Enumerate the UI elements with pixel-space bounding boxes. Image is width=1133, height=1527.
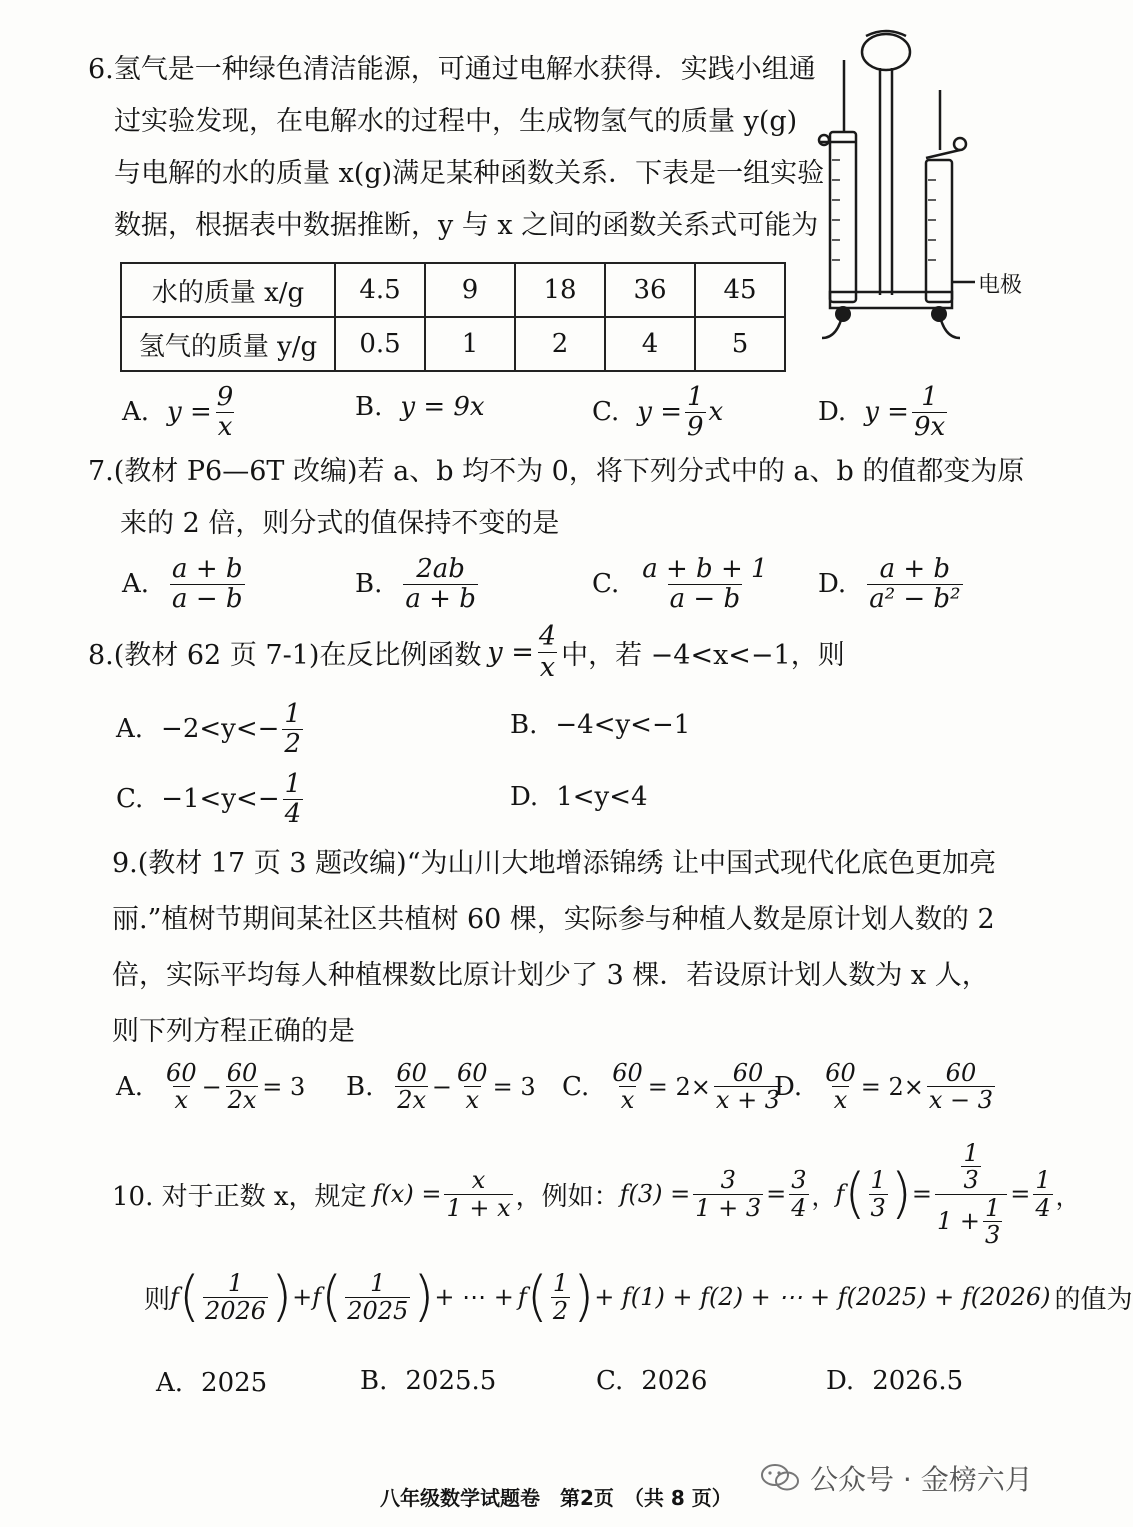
ellipsis-sum: + ⋯ +: [434, 1283, 514, 1311]
f-label: f: [170, 1283, 179, 1311]
fraction: [983, 1195, 1002, 1249]
option-value: 2025.5: [405, 1366, 497, 1396]
denominator: x: [539, 651, 556, 683]
option-label: A.: [116, 1071, 144, 1102]
question-9: [112, 836, 996, 1060]
option-label: C.: [592, 397, 620, 428]
q10-option-d[interactable]: [826, 1366, 963, 1396]
denominator: 2x: [397, 1086, 427, 1115]
option-rhs: = 3: [262, 1072, 306, 1101]
option-label: D.: [826, 1366, 855, 1396]
fraction: [640, 555, 769, 613]
sum-tail: + f(1) + f(2) + ⋯ + f(2025) + f(2026): [594, 1283, 1051, 1311]
denominator: x: [217, 411, 233, 442]
operator: = 2×: [647, 1072, 711, 1101]
fraction: [455, 1060, 490, 1114]
q7-option-d[interactable]: [818, 555, 966, 613]
numerator: 1: [963, 1139, 979, 1167]
numerator: 2ab: [416, 554, 465, 584]
denominator: 1 + x: [446, 1193, 511, 1222]
fraction: [170, 555, 244, 613]
numerator: 3: [720, 1166, 736, 1195]
comma: ，: [1055, 1182, 1080, 1211]
numerator: 3: [791, 1166, 807, 1195]
table-cell: 4.5: [335, 263, 425, 317]
option-inequality: −2<y<−: [161, 714, 280, 745]
option-label: C.: [592, 569, 620, 600]
option-value: 2025: [201, 1368, 268, 1398]
q9-option-c[interactable]: [562, 1060, 785, 1114]
q6-option-d[interactable]: [818, 383, 950, 441]
denominator: x: [174, 1086, 189, 1115]
option-label: D.: [818, 569, 847, 600]
question-10-line-2: [144, 1265, 1133, 1328]
numerator: 1: [370, 1269, 386, 1298]
option-inequality: −4<y<−1: [555, 710, 691, 740]
table-cell: 45: [695, 263, 785, 317]
denominator: 9: [686, 411, 704, 442]
denominator: 3: [870, 1193, 886, 1222]
q7-option-c[interactable]: [592, 555, 773, 613]
table-cell: 5: [695, 317, 785, 371]
table-cell: 18: [515, 263, 605, 317]
table-row: [121, 317, 785, 371]
fraction: [961, 1140, 980, 1194]
option-label: B.: [355, 392, 383, 422]
numerator: 1: [552, 1269, 569, 1298]
option-inequality: −1<y<−: [161, 784, 280, 815]
numerator: 60: [457, 1059, 488, 1087]
question-10-lead: 10. 对于正数 x，规定: [112, 1181, 367, 1212]
right-paren-icon: ): [890, 1162, 912, 1226]
option-label: B.: [346, 1071, 374, 1102]
fraction: [283, 770, 304, 828]
wechat-watermark: [760, 1458, 1033, 1498]
option-inequality: 1<y<4: [556, 782, 648, 812]
option-lhs: y =: [864, 397, 909, 428]
option-rhs: = 3: [492, 1072, 536, 1101]
question-9-line-3: 倍，实际平均每人种植棵数比原计划少了 3 棵．若设原计划人数为 x 人，: [112, 960, 989, 991]
denominator: 2x: [227, 1086, 257, 1115]
numerator: 4: [538, 621, 557, 652]
option-label: B.: [355, 569, 383, 600]
question-8-function: y =: [487, 636, 534, 668]
left-paren-icon: (: [178, 1265, 200, 1328]
q8-option-a[interactable]: [116, 700, 306, 758]
denominator: 2: [284, 728, 301, 759]
denominator: x: [833, 1086, 848, 1115]
denominator: 4: [1035, 1193, 1051, 1222]
denominator: 2026: [204, 1296, 267, 1325]
option-expression: y = 9x: [400, 392, 485, 422]
numerator: a + b + 1: [642, 554, 768, 584]
fraction: [164, 1060, 199, 1114]
fraction: [789, 1167, 808, 1221]
denominator: x − 3: [928, 1086, 994, 1115]
watermark-text: 公众号 · 金榜六月: [810, 1463, 1033, 1496]
numerator: 60: [825, 1059, 856, 1087]
question-7: [88, 446, 1024, 550]
question-7-line-2: 来的 2 倍，则分式的值保持不变的是: [120, 508, 560, 539]
fraction: [403, 555, 477, 613]
operator: = 2×: [860, 1072, 924, 1101]
q9-option-a[interactable]: [116, 1060, 305, 1114]
line2-prefix: 则: [144, 1284, 171, 1315]
fraction: [282, 700, 303, 758]
option-label: C.: [562, 1071, 590, 1102]
denominator: 2: [552, 1296, 569, 1325]
fraction: [551, 1270, 570, 1324]
denominator: 1 + 3: [695, 1193, 762, 1222]
table-cell: 36: [605, 263, 695, 317]
question-7-line-1: 7.(教材 P6—6T 改编)若 a、b 均不为 0，将下列分式中的 a、b 的值都变为原: [88, 456, 1025, 487]
numerator: 60: [226, 1059, 258, 1087]
denominator: a + b: [405, 583, 476, 614]
q7-option-a[interactable]: [122, 555, 248, 613]
water-hydrogen-table: [120, 262, 786, 372]
f-one-third: f: [835, 1180, 845, 1209]
denominator: x: [465, 1086, 480, 1115]
equals-sign: =: [911, 1180, 932, 1209]
question-9-line-4: 则下列方程正确的是: [112, 1016, 355, 1047]
numerator: 1: [985, 1193, 1001, 1222]
question-9-line-2: 丽.”植树节期间某社区共植树 60 棵，实际参与种植人数是原计划人数的 2: [112, 904, 995, 935]
f3-expression: f(3) =: [619, 1180, 691, 1209]
numerator: 1: [870, 1166, 886, 1195]
numerator: [956, 1140, 985, 1194]
q6-option-a[interactable]: [122, 383, 238, 441]
question-6-line-1: 6.氢气是一种绿色清洁能源，可通过电解水获得．实践小组通: [88, 54, 816, 85]
numerator: a + b: [172, 554, 243, 584]
option-label: D.: [774, 1071, 803, 1102]
fraction: [823, 1060, 858, 1114]
option-value: 2026: [641, 1366, 708, 1396]
option-label: A.: [156, 1368, 184, 1398]
table-cell: 9: [425, 263, 515, 317]
table-cell: 2: [515, 317, 605, 371]
denominator: 9x: [913, 411, 946, 442]
denominator-prefix: 1 +: [936, 1207, 980, 1236]
q10-option-c[interactable]: [596, 1366, 707, 1396]
electrolysis-apparatus-figure: [810, 20, 1040, 350]
left-paren-icon: (: [844, 1162, 866, 1226]
question-6: [88, 44, 824, 252]
left-paren-icon: (: [321, 1265, 343, 1328]
equals-sign: =: [1010, 1180, 1031, 1209]
q6-option-b[interactable]: [355, 392, 485, 422]
function-definition: f(x) =: [372, 1180, 442, 1209]
f-label: f: [517, 1283, 527, 1311]
question-10-line-1: [112, 1140, 1080, 1249]
q9-option-d[interactable]: [774, 1060, 998, 1114]
plus-sign: +: [292, 1283, 313, 1311]
fraction: [215, 383, 236, 441]
q8-option-d[interactable]: [510, 782, 648, 812]
numerator: x: [471, 1166, 486, 1195]
q9-option-b[interactable]: [346, 1060, 536, 1114]
table-row-label: 水的质量 x/g: [121, 263, 335, 317]
fraction: [537, 622, 558, 682]
f-label: f: [312, 1283, 322, 1311]
denominator: 3: [985, 1221, 1001, 1250]
left-electrode-icon: [835, 306, 851, 322]
option-lhs: y =: [167, 397, 212, 428]
left-paren-icon: (: [526, 1265, 548, 1328]
numerator: 1: [686, 382, 704, 412]
question-8-prefix: 8.(教材 62 页 7-1)在反比例函数: [88, 639, 482, 671]
fraction: [927, 1060, 995, 1114]
numerator: 60: [612, 1059, 643, 1087]
option-label: A.: [116, 714, 144, 745]
q6-option-c[interactable]: [592, 383, 723, 441]
numerator: 60: [732, 1059, 764, 1087]
table-cell: 1: [425, 317, 515, 371]
q7-option-b[interactable]: [355, 555, 481, 613]
question-9-line-1: 9.(教材 17 页 3 题改编)“为山川大地增添锦绣 让中国式现代化底色更加亮: [112, 848, 997, 879]
denominator: x + 3: [715, 1086, 781, 1115]
numerator: 1: [227, 1269, 244, 1298]
table-cell: 0.5: [335, 317, 425, 371]
right-paren-icon: ): [271, 1265, 293, 1328]
denominator: a − b: [172, 583, 243, 614]
fraction: [610, 1060, 645, 1114]
right-paren-icon: ): [573, 1265, 595, 1328]
wechat-icon: [760, 1463, 800, 1493]
line2-suffix: 的值为: [1054, 1284, 1133, 1315]
numerator: 1: [284, 769, 302, 799]
table-row-label: 氢气的质量 y/g: [121, 317, 335, 371]
question-6-line-4: 数据，根据表中数据推断，y 与 x 之间的函数关系式可能为: [114, 210, 819, 241]
fraction: [714, 1060, 782, 1114]
denominator: 4: [284, 798, 302, 829]
fraction: [685, 383, 706, 441]
numerator: 60: [166, 1059, 197, 1087]
option-label: B.: [360, 1366, 388, 1396]
question-6-line-3: 与电解的水的质量 x(g)满足某种函数关系．下表是一组实验: [114, 158, 825, 189]
option-label: B.: [510, 710, 538, 740]
denominator: 4: [791, 1193, 807, 1222]
q8-option-c[interactable]: [116, 770, 306, 828]
right-electrode-icon: [931, 306, 947, 322]
numerator: 1: [1035, 1166, 1051, 1195]
denominator: 2025: [347, 1296, 409, 1325]
fraction: [394, 1060, 429, 1114]
fraction: [869, 1167, 888, 1221]
question-8-suffix: 中，若 −4<x<−1，则: [561, 639, 845, 671]
option-label: C.: [596, 1366, 624, 1396]
page-footer: 八年级数学试题卷 第2页 （共 8 页）: [380, 1486, 732, 1510]
question-8: [88, 622, 845, 682]
q8-option-b[interactable]: [510, 710, 690, 740]
option-lhs: y =: [637, 397, 682, 428]
electrode-label: 电极: [978, 273, 1023, 298]
table-cell: 4: [605, 317, 695, 371]
option-label: D.: [510, 782, 539, 812]
numerator: a + b: [879, 554, 951, 584]
fraction: [345, 1270, 410, 1324]
compound-fraction: [935, 1140, 1007, 1249]
denominator: [935, 1194, 1007, 1249]
fraction: [203, 1270, 268, 1324]
denominator: a² − b²: [869, 583, 961, 614]
numerator: 1: [284, 699, 301, 729]
numerator: 1: [921, 382, 938, 412]
table-row: [121, 263, 785, 317]
option-value: 2026.5: [872, 1366, 964, 1396]
operator: −: [201, 1072, 222, 1101]
q10-option-a[interactable]: [156, 1368, 267, 1398]
q10-option-b[interactable]: [360, 1366, 496, 1396]
fraction: [693, 1167, 763, 1221]
comma: ，: [811, 1182, 836, 1211]
denominator: a − b: [669, 583, 741, 614]
question-6-line-2: 过实验发现，在电解水的过程中，生成物氢气的质量 y(g): [114, 106, 798, 137]
option-label: A.: [122, 397, 150, 428]
denominator: x: [620, 1086, 635, 1115]
option-tail: x: [708, 397, 724, 428]
option-label: C.: [116, 784, 144, 815]
numerator: 9: [216, 382, 234, 412]
denominator: 3: [963, 1166, 979, 1195]
example-label: ，例如：: [515, 1181, 620, 1212]
numerator: 60: [396, 1059, 427, 1087]
option-label: A.: [122, 569, 150, 600]
option-label: D.: [818, 397, 847, 428]
fraction: [867, 555, 962, 613]
fraction: [912, 383, 947, 441]
right-paren-icon: ): [413, 1265, 435, 1328]
operator: −: [431, 1072, 453, 1101]
fraction: [444, 1167, 512, 1221]
fraction: [225, 1060, 260, 1114]
numerator: 60: [945, 1059, 977, 1087]
fraction: [1033, 1167, 1052, 1221]
equals-sign: =: [766, 1180, 787, 1209]
